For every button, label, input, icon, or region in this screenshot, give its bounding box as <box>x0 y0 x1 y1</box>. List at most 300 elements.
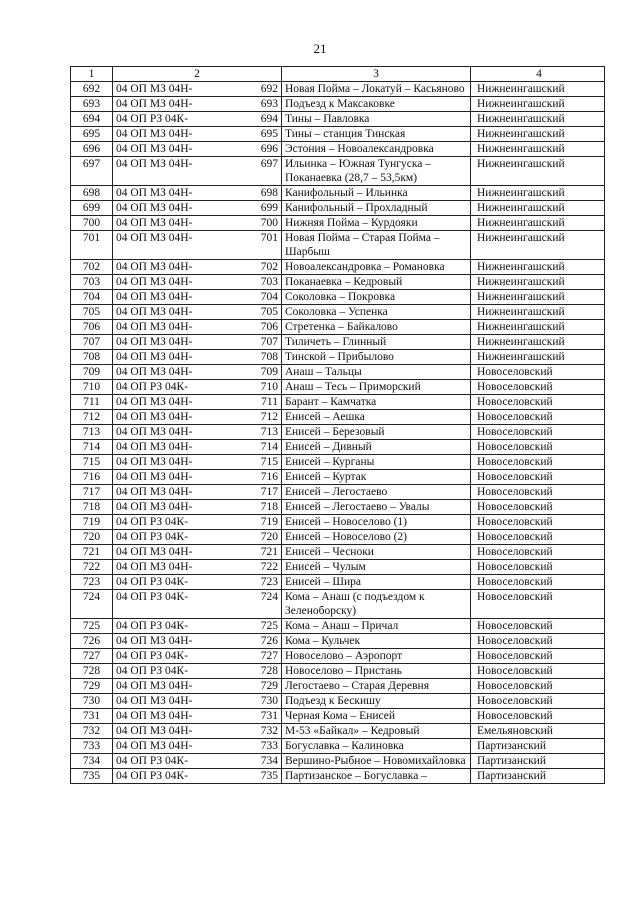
road-name: Эстония – Новоалександровка <box>282 142 471 157</box>
road-code: 04 ОП МЗ 04Н- <box>116 336 193 348</box>
road-code-cell <box>113 724 282 739</box>
district: Емельяновский <box>471 724 605 739</box>
table-row <box>71 709 605 724</box>
road-code: 04 ОП МЗ 04Н- <box>116 411 193 423</box>
row-number: 710 <box>71 380 113 395</box>
district: Новоселовский <box>471 440 605 455</box>
table-row <box>71 201 605 216</box>
road-code: 04 ОП МЗ 04Н- <box>116 546 193 558</box>
district: Новоселовский <box>471 634 605 649</box>
row-number: 734 <box>71 754 113 769</box>
column-header-code: 2 <box>113 67 282 82</box>
road-code-number: 698 <box>260 187 278 199</box>
district: Нижнеингашский <box>471 97 605 112</box>
road-code: 04 ОП МЗ 04Н- <box>116 98 193 110</box>
road-name: Енисей – Легостаево <box>282 485 471 500</box>
roads-table <box>70 66 605 784</box>
district: Нижнеингашский <box>471 127 605 142</box>
table-row <box>71 127 605 142</box>
road-code: 04 ОП РЗ 04К- <box>116 576 189 588</box>
road-name: Кома – Анаш – Причал <box>282 619 471 634</box>
table-row <box>71 395 605 410</box>
road-name: Енисей – Куртак <box>282 470 471 485</box>
table-row <box>71 425 605 440</box>
page-number: 21 <box>313 41 327 56</box>
road-name: Поканаевка – Кедровый <box>282 275 471 290</box>
road-code: 04 ОП МЗ 04Н- <box>116 187 193 199</box>
road-code: 04 ОП МЗ 04Н- <box>116 291 193 303</box>
district: Новоселовский <box>471 575 605 590</box>
district: Новоселовский <box>471 515 605 530</box>
road-code-cell <box>113 335 282 350</box>
district: Новоселовский <box>471 455 605 470</box>
road-code: 04 ОП МЗ 04Н- <box>116 486 193 498</box>
table-row <box>71 590 605 619</box>
table-row <box>71 97 605 112</box>
table-row <box>71 305 605 320</box>
road-code-cell <box>113 634 282 649</box>
table-row <box>71 754 605 769</box>
district: Нижнеингашский <box>471 142 605 157</box>
road-code: 04 ОП МЗ 04Н- <box>116 710 193 722</box>
district: Нижнеингашский <box>471 216 605 231</box>
road-name: Вершино-Рыбное – Новомихайловка <box>282 754 471 769</box>
district: Новоселовский <box>471 560 605 575</box>
road-code: 04 ОП МЗ 04Н- <box>116 366 193 378</box>
district: Нижнеингашский <box>471 82 605 97</box>
row-number: 732 <box>71 724 113 739</box>
road-code-cell <box>113 275 282 290</box>
road-name: Новоалександровка – Романовка <box>282 260 471 275</box>
road-code-number: 721 <box>260 546 278 558</box>
district: Нижнеингашский <box>471 350 605 365</box>
district: Новоселовский <box>471 530 605 545</box>
row-number: 726 <box>71 634 113 649</box>
road-code: 04 ОП МЗ 04Н- <box>116 158 193 170</box>
row-number: 693 <box>71 97 113 112</box>
road-code: 04 ОП МЗ 04Н- <box>116 740 193 752</box>
road-code-number: 720 <box>260 531 278 543</box>
road-code: 04 ОП РЗ 04К- <box>116 665 189 677</box>
road-name: Соколовка – Покровка <box>282 290 471 305</box>
road-name: Кома – Анаш (с подъездом к Зеленоборску) <box>282 590 471 619</box>
road-code-cell <box>113 515 282 530</box>
road-name: Енисей – Чулым <box>282 560 471 575</box>
road-name: Нижняя Пойма – Курдояки <box>282 216 471 231</box>
column-header-number: 1 <box>71 67 113 82</box>
road-code-cell <box>113 365 282 380</box>
row-number: 702 <box>71 260 113 275</box>
road-code: 04 ОП МЗ 04Н- <box>116 128 193 140</box>
road-code-number: 699 <box>260 202 278 214</box>
road-code-number: 701 <box>260 232 278 244</box>
road-code: 04 ОП МЗ 04Н- <box>116 217 193 229</box>
table-row <box>71 231 605 260</box>
road-code-cell <box>113 575 282 590</box>
road-code: 04 ОП МЗ 04Н- <box>116 441 193 453</box>
road-name: Енисей – Новоселово (2) <box>282 530 471 545</box>
road-code-cell <box>113 769 282 784</box>
row-number: 730 <box>71 694 113 709</box>
district: Новоселовский <box>471 380 605 395</box>
road-name: Енисей – Шира <box>282 575 471 590</box>
road-code-number: 700 <box>260 217 278 229</box>
table-row <box>71 769 605 784</box>
road-code-cell <box>113 395 282 410</box>
road-code: 04 ОП РЗ 04К- <box>116 113 189 125</box>
row-number: 724 <box>71 590 113 619</box>
road-name: Богуславка – Калиновка <box>282 739 471 754</box>
road-code-number: 732 <box>260 725 278 737</box>
road-code-cell <box>113 142 282 157</box>
row-number: 714 <box>71 440 113 455</box>
road-code-number: 707 <box>260 336 278 348</box>
road-code-number: 705 <box>260 306 278 318</box>
row-number: 694 <box>71 112 113 127</box>
table-row <box>71 112 605 127</box>
road-code-cell <box>113 530 282 545</box>
road-code-number: 718 <box>260 501 278 513</box>
district: Партизанский <box>471 739 605 754</box>
road-code-number: 723 <box>260 576 278 588</box>
road-code-number: 724 <box>260 591 278 603</box>
road-name: Барант – Камчатка <box>282 395 471 410</box>
row-number: 735 <box>71 769 113 784</box>
road-name: Тиличеть – Глинный <box>282 335 471 350</box>
table-row <box>71 694 605 709</box>
row-number: 701 <box>71 231 113 260</box>
table-row <box>71 365 605 380</box>
road-code: 04 ОП МЗ 04Н- <box>116 276 193 288</box>
road-name: Подъезд к Максаковке <box>282 97 471 112</box>
table-row <box>71 485 605 500</box>
road-code-cell <box>113 440 282 455</box>
table-row <box>71 515 605 530</box>
table-row <box>71 275 605 290</box>
district: Нижнеингашский <box>471 290 605 305</box>
row-number: 699 <box>71 201 113 216</box>
table-row <box>71 739 605 754</box>
road-code-cell <box>113 470 282 485</box>
road-code-number: 716 <box>260 471 278 483</box>
district: Новоселовский <box>471 679 605 694</box>
row-number: 706 <box>71 320 113 335</box>
road-code-cell <box>113 186 282 201</box>
table-row <box>71 290 605 305</box>
table-row <box>71 320 605 335</box>
road-code: 04 ОП РЗ 04К- <box>116 381 189 393</box>
road-code-number: 719 <box>260 516 278 528</box>
road-name: Подъезд к Бескишу <box>282 694 471 709</box>
road-code-number: 715 <box>260 456 278 468</box>
road-code-number: 693 <box>260 98 278 110</box>
district: Новоселовский <box>471 470 605 485</box>
road-code: 04 ОП МЗ 04Н- <box>116 680 193 692</box>
table-row <box>71 575 605 590</box>
road-code: 04 ОП МЗ 04Н- <box>116 396 193 408</box>
table-row <box>71 410 605 425</box>
road-name: Стретенка – Байкалово <box>282 320 471 335</box>
district: Нижнеингашский <box>471 275 605 290</box>
road-name: Черная Кома – Енисей <box>282 709 471 724</box>
road-code-cell <box>113 290 282 305</box>
table-row <box>71 260 605 275</box>
district: Новоселовский <box>471 545 605 560</box>
table-row <box>71 664 605 679</box>
row-number: 719 <box>71 515 113 530</box>
road-code-number: 695 <box>260 128 278 140</box>
table-row <box>71 380 605 395</box>
road-code-number: 703 <box>260 276 278 288</box>
road-code-number: 712 <box>260 411 278 423</box>
road-name: Канифольный – Ильинка <box>282 186 471 201</box>
road-name: Енисей – Аешка <box>282 410 471 425</box>
row-number: 717 <box>71 485 113 500</box>
district: Новоселовский <box>471 709 605 724</box>
road-code: 04 ОП МЗ 04Н- <box>116 351 193 363</box>
road-code: 04 ОП МЗ 04Н- <box>116 635 193 647</box>
road-code: 04 ОП МЗ 04Н- <box>116 306 193 318</box>
road-name: М-53 «Байкал» – Кедровый <box>282 724 471 739</box>
road-code: 04 ОП РЗ 04К- <box>116 650 189 662</box>
road-code-number: 729 <box>260 680 278 692</box>
road-code-cell <box>113 500 282 515</box>
road-code-cell <box>113 545 282 560</box>
row-number: 711 <box>71 395 113 410</box>
table-row <box>71 440 605 455</box>
table-row <box>71 500 605 515</box>
district: Новоселовский <box>471 694 605 709</box>
row-number: 722 <box>71 560 113 575</box>
road-code: 04 ОП МЗ 04Н- <box>116 725 193 737</box>
road-code: 04 ОП РЗ 04К- <box>116 516 189 528</box>
district: Новоселовский <box>471 365 605 380</box>
road-code-number: 696 <box>260 143 278 155</box>
district: Партизанский <box>471 754 605 769</box>
table-row <box>71 142 605 157</box>
table-row <box>71 470 605 485</box>
district: Нижнеингашский <box>471 201 605 216</box>
road-code-cell <box>113 694 282 709</box>
district: Новоселовский <box>471 649 605 664</box>
road-code-number: 733 <box>260 740 278 752</box>
road-name: Легостаево – Старая Деревня <box>282 679 471 694</box>
road-code-cell <box>113 127 282 142</box>
road-code: 04 ОП МЗ 04Н- <box>116 695 193 707</box>
road-name: Тины – Павловка <box>282 112 471 127</box>
table-row <box>71 634 605 649</box>
road-name: Новоселово – Пристань <box>282 664 471 679</box>
table-header-row <box>71 67 605 82</box>
road-code-number: 725 <box>260 620 278 632</box>
road-code-cell <box>113 112 282 127</box>
road-code-number: 709 <box>260 366 278 378</box>
road-code-number: 730 <box>260 695 278 707</box>
road-code: 04 ОП МЗ 04Н- <box>116 456 193 468</box>
district: Новоселовский <box>471 500 605 515</box>
table-row <box>71 619 605 634</box>
row-number: 716 <box>71 470 113 485</box>
row-number: 721 <box>71 545 113 560</box>
road-code: 04 ОП МЗ 04Н- <box>116 83 193 95</box>
road-name: Енисей – Березовый <box>282 425 471 440</box>
row-number: 709 <box>71 365 113 380</box>
road-code-number: 710 <box>260 381 278 393</box>
road-code-number: 734 <box>260 755 278 767</box>
road-code-cell <box>113 231 282 260</box>
row-number: 696 <box>71 142 113 157</box>
table-row <box>71 724 605 739</box>
road-code: 04 ОП МЗ 04Н- <box>116 202 193 214</box>
road-name: Енисей – Легостаево – Увалы <box>282 500 471 515</box>
road-code-number: 726 <box>260 635 278 647</box>
row-number: 700 <box>71 216 113 231</box>
row-number: 695 <box>71 127 113 142</box>
road-name: Партизанское – Богуславка – <box>282 769 471 784</box>
district: Нижнеингашский <box>471 320 605 335</box>
district: Новоселовский <box>471 410 605 425</box>
road-code-cell <box>113 425 282 440</box>
row-number: 729 <box>71 679 113 694</box>
road-code-cell <box>113 664 282 679</box>
road-code-number: 713 <box>260 426 278 438</box>
district: Партизанский <box>471 769 605 784</box>
row-number: 712 <box>71 410 113 425</box>
road-code-cell <box>113 157 282 186</box>
road-code-number: 722 <box>260 561 278 573</box>
road-code-cell <box>113 485 282 500</box>
road-code: 04 ОП МЗ 04Н- <box>116 261 193 273</box>
road-code: 04 ОП РЗ 04К- <box>116 531 189 543</box>
table-row <box>71 350 605 365</box>
road-code-cell <box>113 97 282 112</box>
row-number: 713 <box>71 425 113 440</box>
road-code-cell <box>113 320 282 335</box>
road-code: 04 ОП РЗ 04К- <box>116 591 189 603</box>
road-code-number: 697 <box>260 158 278 170</box>
row-number: 728 <box>71 664 113 679</box>
road-name: Енисей – Дивный <box>282 440 471 455</box>
row-number: 704 <box>71 290 113 305</box>
table-row <box>71 560 605 575</box>
road-code-number: 714 <box>260 441 278 453</box>
road-code-cell <box>113 709 282 724</box>
district: Нижнеингашский <box>471 157 605 186</box>
road-code-number: 711 <box>261 396 278 408</box>
road-code-number: 717 <box>260 486 278 498</box>
road-name: Новая Пойма – Локатуй – Касьяново <box>282 82 471 97</box>
road-name: Новая Пойма – Старая Пойма – Шарбыш <box>282 231 471 260</box>
road-code-number: 727 <box>260 650 278 662</box>
road-name: Соколовка – Успенка <box>282 305 471 320</box>
road-code: 04 ОП МЗ 04Н- <box>116 321 193 333</box>
road-name: Енисей – Новоселово (1) <box>282 515 471 530</box>
road-code: 04 ОП РЗ 04К- <box>116 620 189 632</box>
district: Новоселовский <box>471 395 605 410</box>
district: Новоселовский <box>471 619 605 634</box>
road-code-cell <box>113 305 282 320</box>
district: Нижнеингашский <box>471 186 605 201</box>
row-number: 720 <box>71 530 113 545</box>
district: Нижнеингашский <box>471 335 605 350</box>
road-name: Анаш – Тесь – Приморский <box>282 380 471 395</box>
road-code: 04 ОП РЗ 04К- <box>116 755 189 767</box>
district: Новоселовский <box>471 590 605 619</box>
table-body <box>71 82 605 784</box>
road-code-cell <box>113 619 282 634</box>
district: Новоселовский <box>471 485 605 500</box>
column-header-district: 4 <box>471 67 605 82</box>
table-row <box>71 679 605 694</box>
road-code-cell <box>113 590 282 619</box>
table-row <box>71 649 605 664</box>
road-code-number: 708 <box>260 351 278 363</box>
road-name: Енисей – Чесноки <box>282 545 471 560</box>
road-code-cell <box>113 679 282 694</box>
row-number: 725 <box>71 619 113 634</box>
table-row <box>71 186 605 201</box>
road-code-cell <box>113 216 282 231</box>
road-code-cell <box>113 82 282 97</box>
row-number: 705 <box>71 305 113 320</box>
road-name: Канифольный – Прохладный <box>282 201 471 216</box>
row-number: 697 <box>71 157 113 186</box>
row-number: 708 <box>71 350 113 365</box>
table-row <box>71 216 605 231</box>
table-row <box>71 157 605 186</box>
road-code-cell <box>113 380 282 395</box>
road-name: Кома – Кульчек <box>282 634 471 649</box>
road-code-number: 702 <box>260 261 278 273</box>
row-number: 733 <box>71 739 113 754</box>
row-number: 727 <box>71 649 113 664</box>
district: Нижнеингашский <box>471 231 605 260</box>
column-header-name: 3 <box>282 67 471 82</box>
district: Новоселовский <box>471 425 605 440</box>
road-name: Ильинка – Южная Тунгуска – Поканаевка (28,7 – 53,5км) <box>282 157 471 186</box>
road-code: 04 ОП МЗ 04Н- <box>116 143 193 155</box>
road-code: 04 ОП РЗ 04К- <box>116 770 189 782</box>
row-number: 718 <box>71 500 113 515</box>
road-code-cell <box>113 410 282 425</box>
district: Нижнеингашский <box>471 305 605 320</box>
road-code: 04 ОП МЗ 04Н- <box>116 471 193 483</box>
road-code: 04 ОП МЗ 04Н- <box>116 561 193 573</box>
row-number: 692 <box>71 82 113 97</box>
road-code-number: 704 <box>260 291 278 303</box>
road-code: 04 ОП МЗ 04Н- <box>116 426 193 438</box>
road-code-cell <box>113 201 282 216</box>
road-code-cell <box>113 260 282 275</box>
road-code-cell <box>113 649 282 664</box>
row-number: 707 <box>71 335 113 350</box>
road-code-cell <box>113 560 282 575</box>
table-row <box>71 545 605 560</box>
road-code-cell <box>113 455 282 470</box>
road-code: 04 ОП МЗ 04Н- <box>116 501 193 513</box>
row-number: 715 <box>71 455 113 470</box>
road-name: Тины – станция Тинская <box>282 127 471 142</box>
road-name: Енисей – Курганы <box>282 455 471 470</box>
road-code-number: 735 <box>260 770 278 782</box>
table-row <box>71 455 605 470</box>
road-code-number: 728 <box>260 665 278 677</box>
road-name: Новоселово – Аэропорт <box>282 649 471 664</box>
table-row <box>71 530 605 545</box>
road-name: Анаш – Тальцы <box>282 365 471 380</box>
road-code-cell <box>113 754 282 769</box>
table-row <box>71 335 605 350</box>
